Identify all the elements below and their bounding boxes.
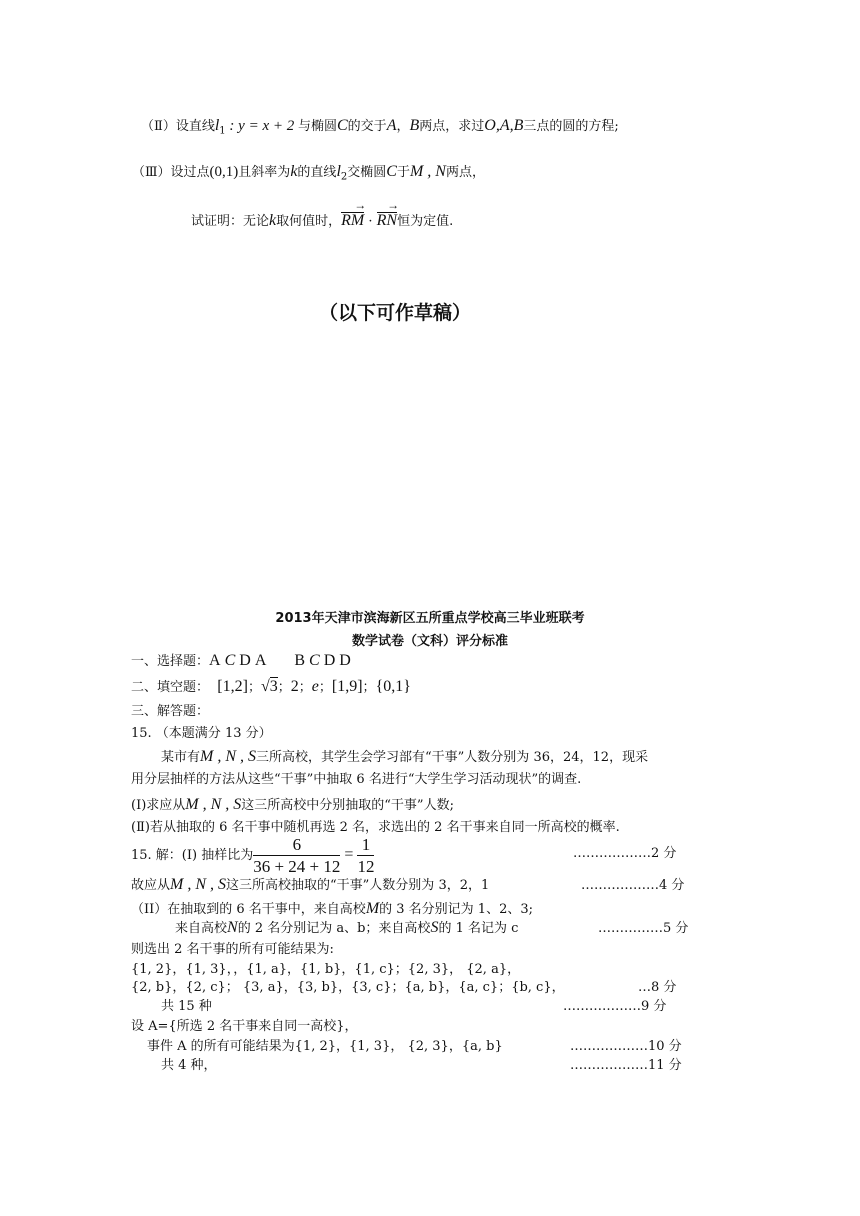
solution-b-mns: M , N , S	[170, 876, 227, 893]
part2-text4: 两点，求过	[419, 119, 485, 134]
section-solve-label: 三、解答题：	[131, 704, 210, 719]
fill-sep-2: ；	[277, 680, 291, 695]
q15-mns: M , N , S	[200, 748, 257, 765]
part2-ellipse-c: C	[337, 117, 348, 134]
q15-part1-b: 这三所高校中分别抽取的“干事”人数;	[241, 798, 454, 813]
q15-part2: (Ⅱ)若从抽取的 6 名干事中随机再选 2 名，求选出的 2 名干事来自同一所高校的概率.	[131, 820, 620, 835]
solution-line-10: 事件 A 的所有可能结果为{1, 2}，{1, 3}， {2, 3}，{a, b}	[147, 1039, 503, 1054]
q15-stmt-a: 某市有	[161, 750, 201, 765]
part3-text2: 的直线	[297, 165, 337, 180]
fill-sep-3: ；	[298, 680, 312, 695]
solution-eq: =	[340, 846, 358, 863]
solution-line-7: {2, b}，{2, c}； {3, a}，{3, b}，{3, c}；{a, b}，{a, c}；{b, c}，	[131, 980, 565, 995]
part2-points-oab: O,A,B	[484, 117, 524, 134]
solution-line-11: 共 4 种，	[161, 1058, 217, 1073]
solution-line-1	[131, 836, 374, 875]
choice-3: D	[239, 652, 251, 669]
q15-header: 15. （本题满分 13 分）	[131, 726, 272, 741]
proof-k: k	[269, 212, 277, 229]
section-fill-label: 二、填空题：	[131, 680, 210, 695]
fill-6: {0,1}	[375, 678, 411, 695]
draft-note: （以下可作草稿）	[318, 302, 471, 324]
part3-l2-sub: 2	[340, 171, 348, 183]
part3-point: (0,1)	[209, 164, 239, 180]
fill-4: e	[311, 678, 319, 695]
problem-part3	[132, 164, 485, 183]
answer-key-subtitle: 数学试卷（文科）评分标准	[351, 634, 508, 649]
choice-2: C	[224, 652, 236, 669]
part3-text5: 两点，	[445, 165, 485, 180]
part2-l1-sub: 1	[219, 125, 226, 137]
part2-text1: 与椭圆	[297, 119, 337, 134]
score-8: …8 分	[638, 980, 677, 995]
part2-point-a: A	[386, 117, 397, 134]
q15-part1-a: (Ⅰ)求应从	[131, 798, 186, 813]
choice-6: C	[309, 652, 320, 669]
q15-stmt-b: 三所高校，其学生会学习部有“干事”人数分别为 36，24，12，现采	[256, 750, 649, 765]
proof-dot: ·	[364, 214, 377, 229]
vector-rn	[377, 212, 397, 229]
fill-sep-4: ；	[318, 680, 332, 695]
solution-d-c: 的 1 名记为 c	[438, 921, 519, 936]
solution-c-a: （II）在抽取到的 6 名干事中，来自高校	[131, 902, 366, 917]
sample-ratio-den: 12	[357, 857, 375, 876]
answer-key-title: 2013年天津市滨海新区五所重点学校高三毕业班联考	[275, 611, 585, 626]
solution-b-a: 故应从	[131, 878, 171, 893]
score-11: ………………11 分	[570, 1058, 682, 1073]
part2-equation: : y = x + 2	[225, 118, 298, 134]
fill-2-radicand: 3	[269, 678, 278, 695]
solution-b-b: 这三所高校抽取的“干事”人数分别为 3，2，1	[226, 878, 490, 893]
choice-7: D	[323, 652, 336, 669]
choice-answers	[209, 652, 351, 669]
vector-rm	[341, 212, 364, 229]
choice-5: B	[294, 652, 306, 669]
solution-line-9: 设 A={所选 2 名干事来自同一高校}，	[131, 1019, 358, 1034]
solution-line-4	[175, 920, 518, 936]
q15-statement-1	[161, 749, 648, 765]
solution-c-m: M	[365, 900, 380, 917]
sample-fraction-den: 36 + 24 + 12	[253, 857, 341, 876]
part2-text2: 的交于	[347, 119, 387, 134]
solution-d-a: 来自高校	[175, 921, 228, 936]
part3-points-mn: M , N	[409, 163, 446, 180]
solution-line-5: 则选出 2 名干事的所有可能结果为:	[131, 942, 334, 957]
choice-8: D	[339, 652, 351, 669]
section-choice	[131, 653, 351, 669]
choice-1: A	[209, 652, 221, 669]
proof-prefix: 试证明：无论	[191, 214, 270, 229]
part3-ellipse-c: C	[386, 163, 397, 180]
choice-4: A	[254, 652, 267, 669]
problem-proof	[191, 212, 453, 229]
proof-text1: 取何值时，	[276, 214, 342, 229]
section-choice-label: 一、选择题：	[131, 654, 210, 669]
part3-text1: 且斜率为	[238, 165, 291, 180]
score-4: ………………4 分	[581, 878, 685, 893]
part2-prefix: （Ⅱ）设直线	[141, 119, 215, 134]
solution-line-2	[131, 877, 489, 893]
sample-ratio-num: 1	[357, 836, 374, 856]
score-9: ………………9 分	[563, 999, 667, 1014]
vector-rn-label: RN	[376, 212, 398, 229]
part2-text5: 三点的圆的方程;	[523, 119, 619, 134]
problem-part2	[141, 118, 619, 137]
fill-3: 2	[290, 678, 299, 695]
vector-rm-label: RM	[341, 212, 365, 229]
fill-sep-5: ；	[362, 680, 376, 695]
part3-prefix: （Ⅲ）设过点	[132, 165, 210, 180]
sample-ratio	[357, 836, 374, 875]
score-10: ………………10 分	[570, 1039, 682, 1054]
solution-d-b: 的 2 名分别记为 a、b；来自高校	[237, 921, 431, 936]
part2-l1: l	[214, 117, 220, 134]
part3-l2: l	[336, 163, 341, 180]
score-5: ……………5 分	[598, 921, 689, 936]
fill-2: √3	[260, 678, 278, 695]
proof-end: 恒为定值.	[397, 214, 454, 229]
fill-1: [1,2]	[217, 678, 248, 695]
fill-sep-1: ；	[247, 680, 261, 695]
q15-statement-2: 用分层抽样的方法从这些“干事”中抽取 6 名进行“大学生学习活动现状”的调查.	[131, 772, 582, 787]
solution-line-8: 共 15 种	[161, 999, 212, 1014]
solution-intro: 15. 解：(Ⅰ) 抽样比为	[131, 848, 254, 863]
sample-fraction	[253, 836, 340, 875]
q15-part1-mns: M , N , S	[185, 796, 242, 813]
solution-line-3	[131, 901, 533, 917]
solution-d-n: N	[227, 919, 238, 936]
sample-fraction-num: 6	[253, 836, 340, 856]
solution-d-s: S	[430, 919, 439, 936]
part3-text4: 于	[396, 165, 410, 180]
part3-k: k	[290, 163, 298, 180]
part2-point-b: B	[409, 117, 420, 134]
part3-text3: 交椭圆	[347, 165, 387, 180]
q15-part1	[131, 797, 454, 813]
section-fill	[131, 677, 411, 695]
solution-line-6: {1, 2}，{1, 3}，，{1, a}，{1, b}，{1, c}；{2, 3}， {2, a}，	[131, 962, 521, 977]
score-2: ………………2 分	[573, 846, 677, 861]
fill-5: [1,9]	[331, 678, 363, 695]
part2-text3: ，	[396, 119, 410, 134]
solution-c-b: 的 3 名分别记为 1、2、3;	[379, 902, 534, 917]
